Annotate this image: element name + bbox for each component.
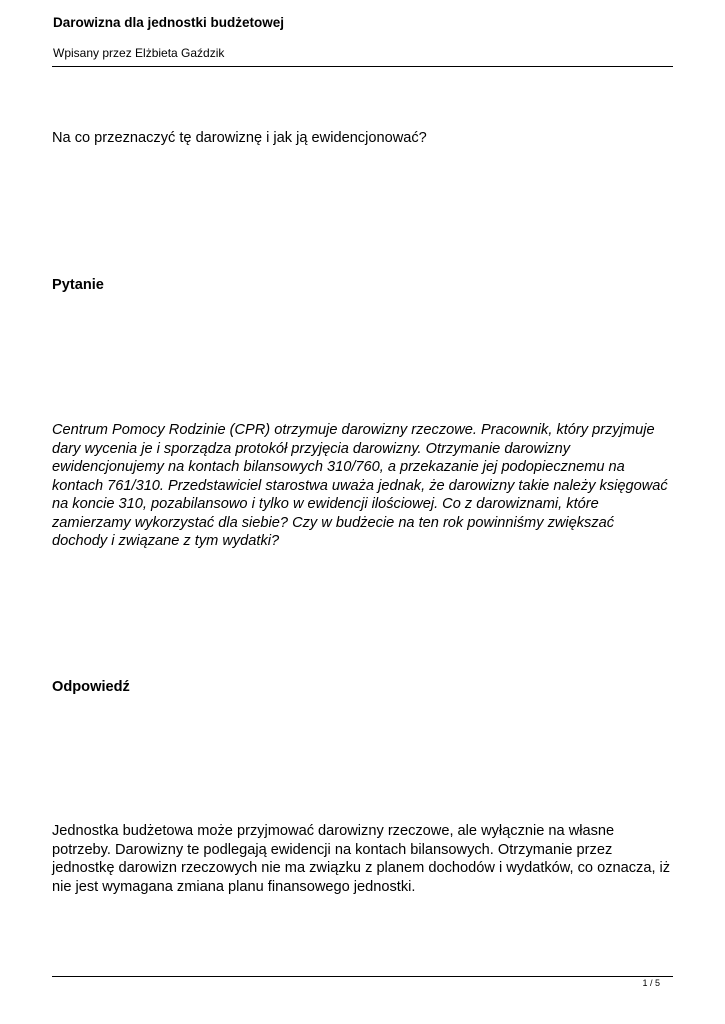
footer-divider xyxy=(52,976,673,977)
answer-text: Jednostka budżetowa może przyjmować darowizny rzeczowe, ale wyłącznie na własne potrzeby. Darowizny te podlegają ewidencji na kontach bilansowych. Otrzymanie przez jednostkę darowizn rzeczowych nie ma związku z planem dochodów i wydatków, co oznacza, iż nie jest wymagana zmiana planu finansowego jednostki. xyxy=(52,823,671,895)
document-header xyxy=(53,14,672,61)
header-divider xyxy=(52,66,673,67)
document-title: Darowizna dla jednostki budżetowej xyxy=(53,15,285,30)
page-number: 1 / 5 xyxy=(642,978,660,988)
question-heading: Pytanie xyxy=(52,277,104,293)
document-author: Wpisany przez Elżbieta Gaździk xyxy=(53,46,225,60)
question-text: Centrum Pomocy Rodzinie (CPR) otrzymuje darowizny rzeczowe. Pracownik, który przyjmuje dary wycenia je i sporządza protokół przyjęcia darowizny. Otrzymanie darowizny ewidencjonujemy na kontach bilansowych 310/760, a przekazanie jej podopiecznemu na kontach 761/310. Przedstawiciel starostwa uważa jednak, że darowizny takie należy księgować na koncie 310, pozabilansowo i tylko w ewidencji ilościowej. Co z darowiznami, które zamierzamy wykorzystać dla siebie? Czy w budżecie na ten rok powinniśmy zwiększać dochody i związane z tym wydatki? xyxy=(52,422,668,549)
lead-question: Na co przeznaczyć tę darowiznę i jak ją ewidencjonować? xyxy=(52,130,427,146)
answer-heading: Odpowiedź xyxy=(52,679,130,695)
